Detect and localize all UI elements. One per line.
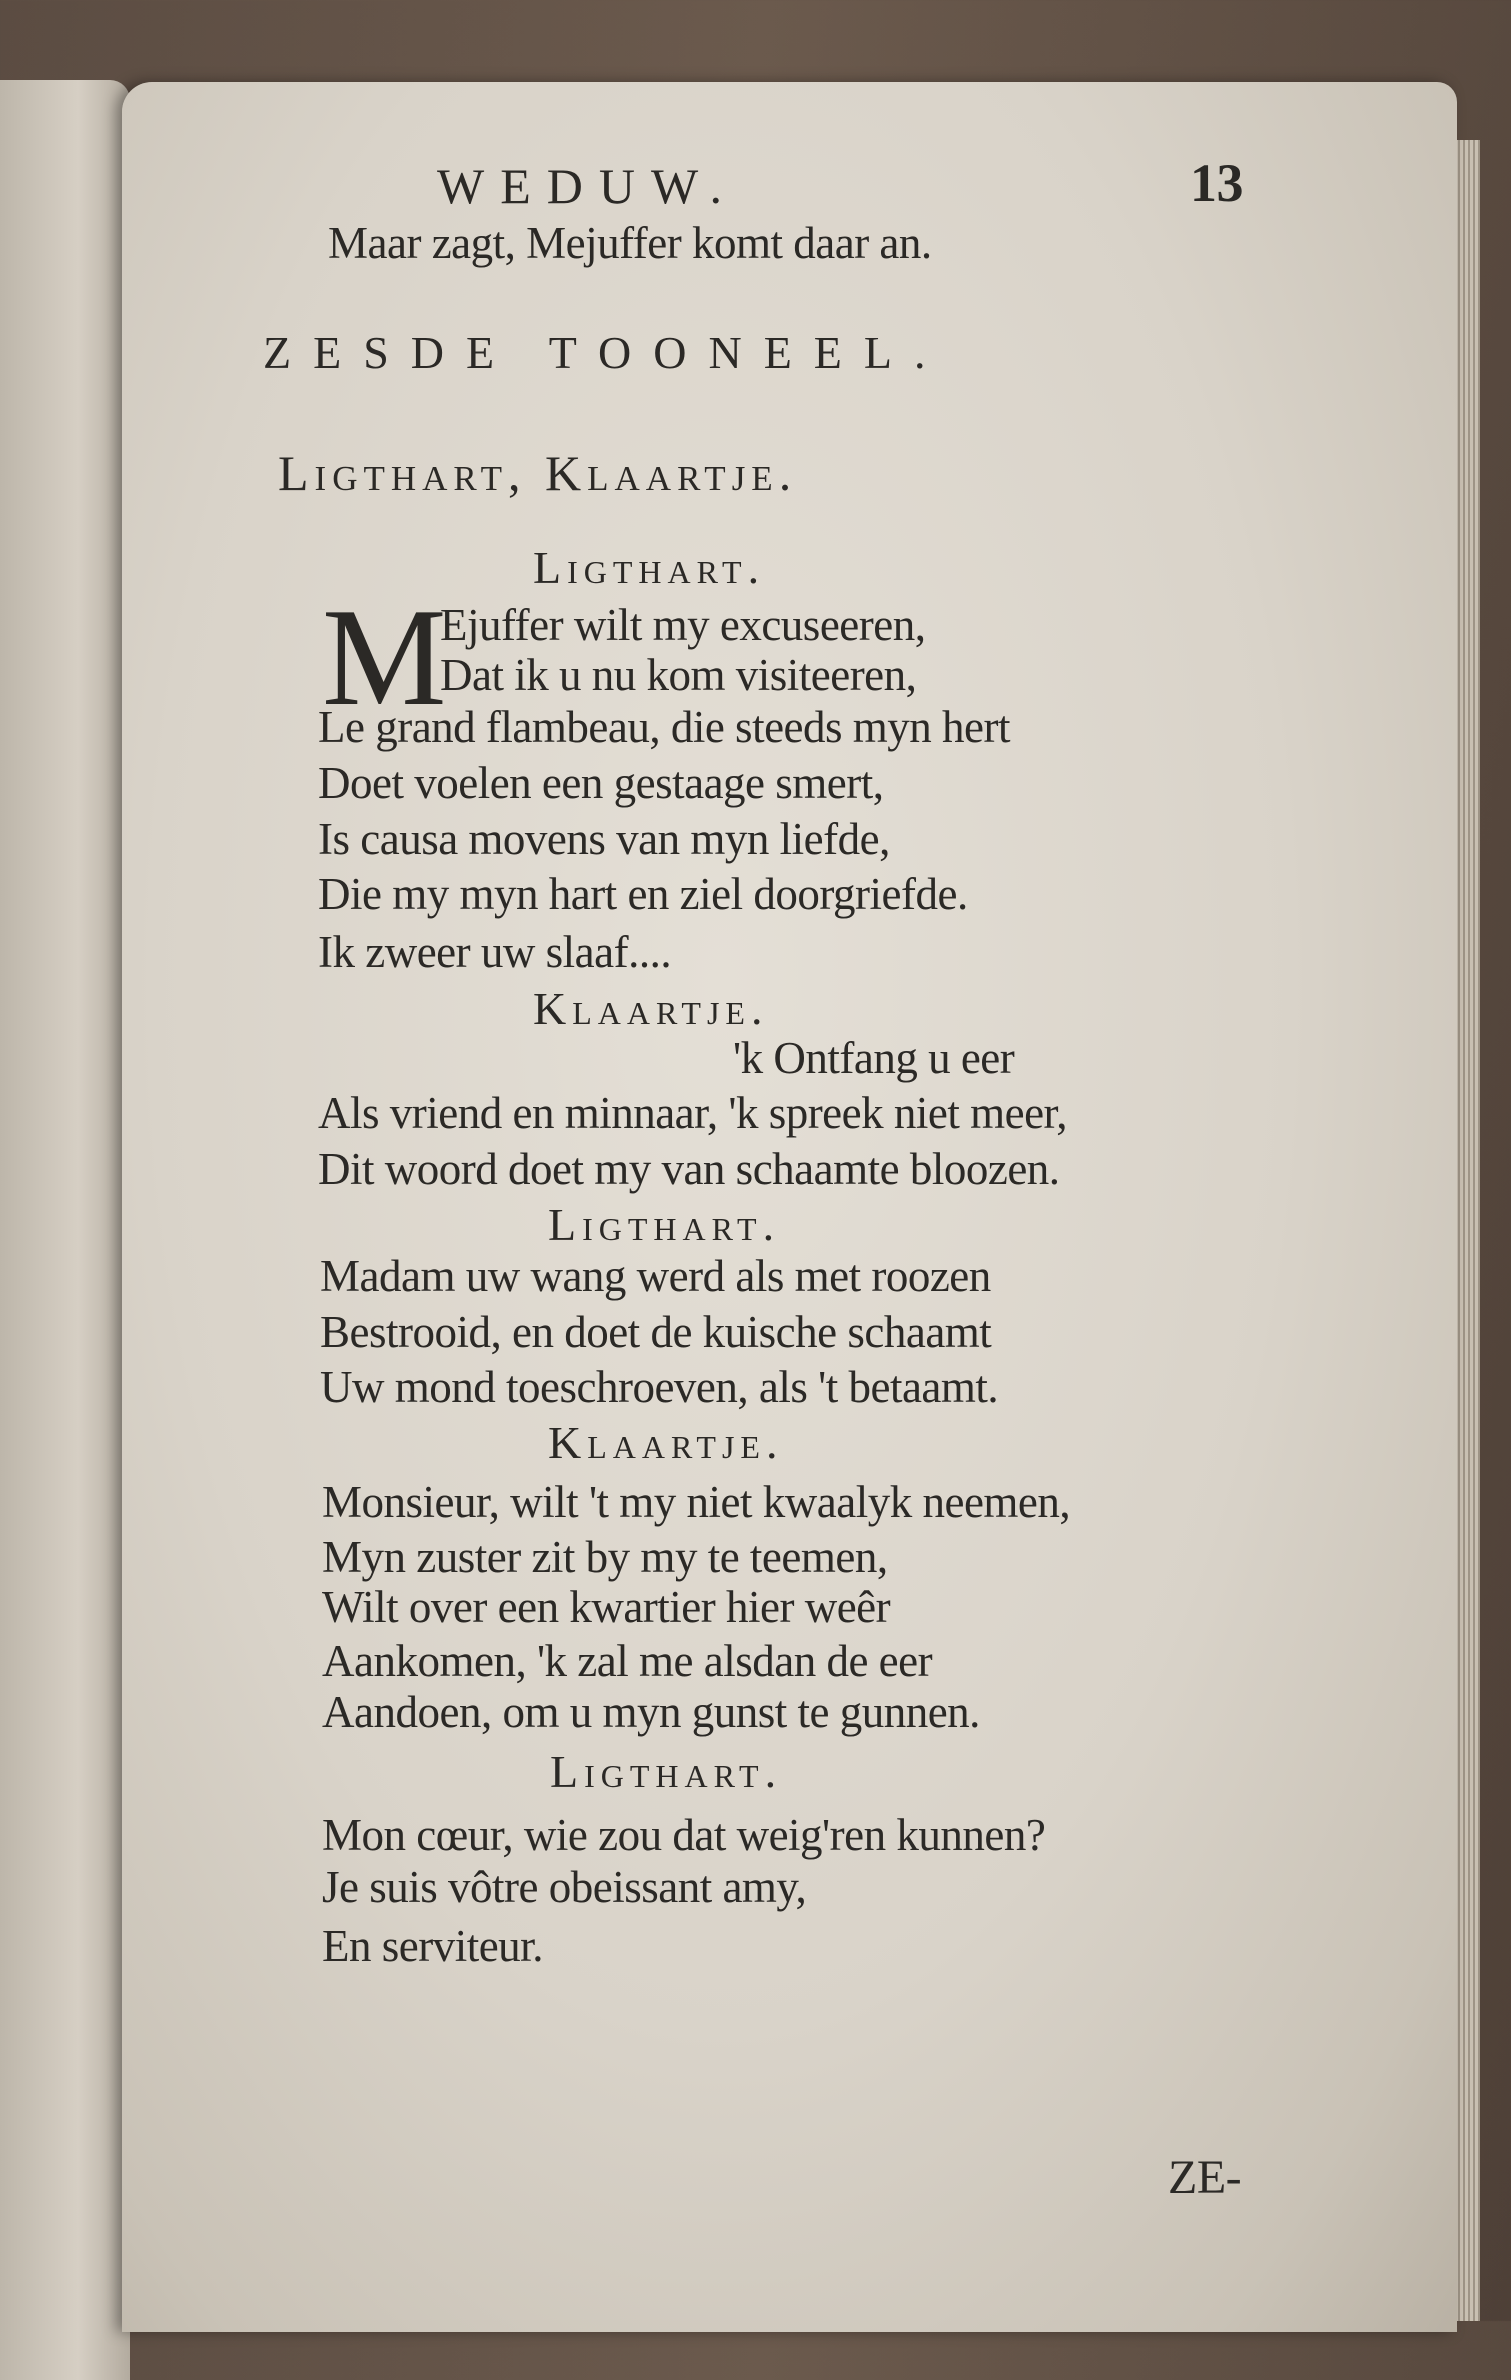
book-page (122, 82, 1457, 2332)
running-title: WEDUW. (437, 158, 739, 214)
page-number: 13 (1190, 153, 1243, 213)
speaker-klaartje: Klaartje. (548, 1417, 784, 1468)
verse-line: Als vriend en minnaar, 'k spreek niet meer, (318, 1088, 1067, 1138)
verse-line: Is causa movens van myn liefde, (318, 814, 890, 864)
verse-line: Bestrooid, en doet de kuische schaamt (320, 1307, 992, 1357)
verse-line: 'k Ontfang u eer (733, 1033, 1015, 1083)
scene-title: ZESDE TOONEEL. (263, 327, 948, 378)
facing-left-page (0, 80, 130, 2380)
verse-line: Ejuffer wilt my excuseeren, (440, 600, 926, 650)
verse-line: Uw mond toeschroeven, als 't betaamt. (320, 1362, 999, 1412)
verse-line: Wilt over een kwartier hier weêr (322, 1582, 891, 1632)
top-line: Maar zagt, Mejuffer komt daar an. (328, 218, 932, 268)
verse-line: Le grand flambeau, die steeds myn hert (318, 702, 1010, 752)
verse-line: Myn zuster zit by my te teemen, (322, 1532, 888, 1582)
verse-line: Madam uw wang werd als met roozen (320, 1251, 991, 1301)
speaker-ligthart: Ligthart. (533, 542, 766, 593)
speaker-ligthart: Ligthart. (550, 1746, 783, 1797)
speaker-klaartje: Klaartje. (533, 983, 769, 1034)
verse-line: Mon cœur, wie zou dat weig'ren kunnen? (322, 1810, 1046, 1860)
drop-cap: M (322, 580, 447, 735)
catchword: ZE- (1168, 2151, 1242, 2204)
verse-line: Die my myn hart en ziel doorgriefde. (318, 869, 968, 919)
verse-line: Monsieur, wilt 't my niet kwaalyk neemen, (322, 1477, 1071, 1527)
verse-line: Aankomen, 'k zal me alsdan de eer (322, 1636, 933, 1686)
verse-line: Dat ik u nu kom visiteeren, (440, 650, 917, 700)
verse-line: En serviteur. (322, 1921, 543, 1971)
verse-line: Ik zweer uw slaaf.... (318, 927, 672, 977)
verse-line: Je suis vôtre obeissant amy, (322, 1862, 807, 1912)
speaker-ligthart: Ligthart. (548, 1199, 781, 1250)
character-list: Ligthart, Klaartje. (278, 445, 798, 501)
verse-line: Dit woord doet my van schaamte bloozen. (318, 1144, 1060, 1194)
verse-line: Aandoen, om u myn gunst te gunnen. (322, 1687, 980, 1737)
verse-line: Doet voelen een gestaage smert, (318, 758, 884, 808)
